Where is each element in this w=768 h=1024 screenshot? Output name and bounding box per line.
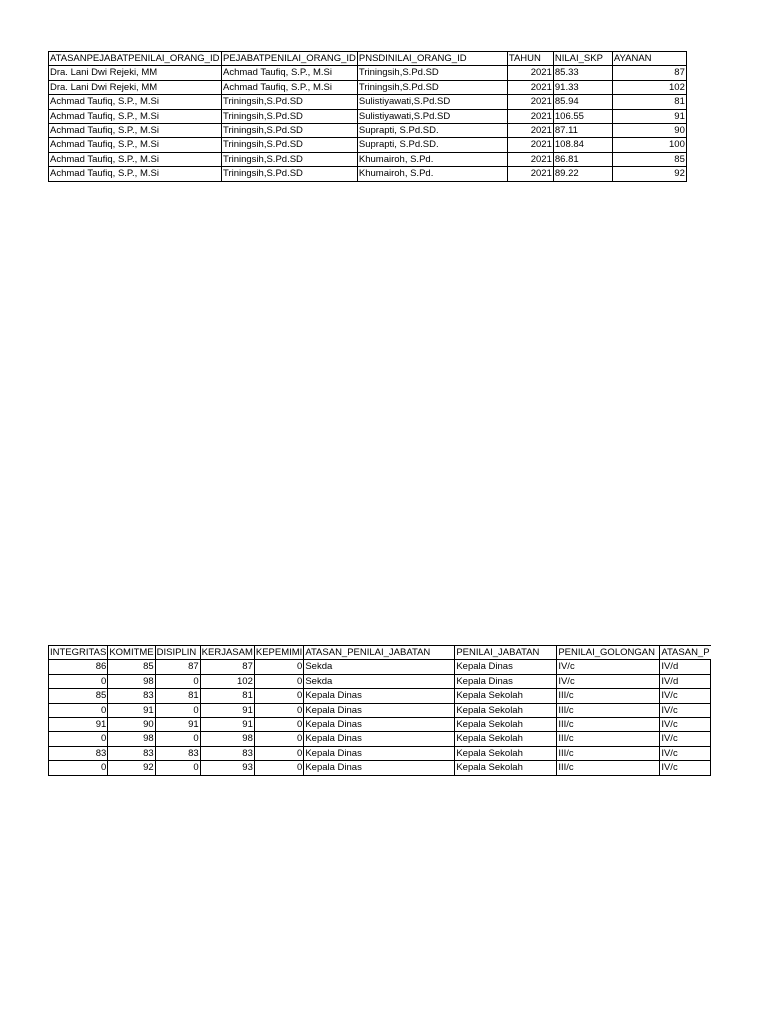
table-cell[interactable]: 98 bbox=[108, 732, 155, 746]
table-cell[interactable]: Kepala Dinas bbox=[304, 746, 455, 760]
column-header[interactable]: ATASANPEJABATPENILAI_ORANG_ID bbox=[49, 52, 222, 66]
table-row bbox=[49, 689, 711, 703]
table-cell[interactable]: 85.94 bbox=[553, 95, 612, 109]
table-cell[interactable]: 0 bbox=[254, 660, 303, 674]
column-header[interactable]: KOMITME bbox=[109, 647, 154, 658]
table-cell[interactable]: 83 bbox=[108, 689, 155, 703]
table-cell[interactable]: 98 bbox=[108, 674, 155, 688]
table-row bbox=[49, 124, 687, 138]
table-row bbox=[49, 66, 687, 80]
table-cell[interactable]: 98 bbox=[200, 732, 254, 746]
table-cell[interactable]: Achmad Taufiq, S.P., M.Si bbox=[49, 109, 222, 123]
table-cell[interactable]: Kepala Dinas bbox=[455, 674, 557, 688]
table-cell[interactable]: IV/d bbox=[660, 674, 711, 688]
table-cell[interactable]: Kepala Sekolah bbox=[455, 732, 557, 746]
column-header[interactable]: PENILAI_JABATAN bbox=[455, 646, 557, 660]
table-cell[interactable]: Kepala Dinas bbox=[304, 703, 455, 717]
table-cell[interactable]: III/c bbox=[557, 732, 660, 746]
table-cell[interactable]: III/c bbox=[557, 746, 660, 760]
table-cell[interactable]: 0 bbox=[254, 674, 303, 688]
table-cell[interactable]: 0 bbox=[49, 703, 108, 717]
table-cell[interactable]: 87 bbox=[200, 660, 254, 674]
table-row bbox=[49, 138, 687, 152]
table-cell[interactable]: 89.22 bbox=[553, 167, 612, 181]
table-cell[interactable]: IV/c bbox=[557, 660, 660, 674]
table-cell[interactable]: 91 bbox=[49, 718, 108, 732]
column-header[interactable]: KERJASAM bbox=[201, 647, 253, 658]
table-cell[interactable]: 91 bbox=[612, 109, 686, 123]
table-cell[interactable]: 0 bbox=[155, 732, 200, 746]
column-header[interactable]: INTEGRITAS bbox=[50, 647, 107, 658]
table-cell[interactable]: 91 bbox=[155, 718, 200, 732]
table-cell[interactable]: 0 bbox=[254, 718, 303, 732]
table-cell[interactable]: 87 bbox=[612, 66, 686, 80]
table-cell[interactable]: 83 bbox=[155, 746, 200, 760]
table-cell[interactable]: Khumairoh, S.Pd. bbox=[357, 152, 507, 166]
table-cell[interactable]: IV/c bbox=[660, 703, 711, 717]
column-header[interactable]: KEPEMIMI bbox=[255, 647, 303, 658]
table-cell[interactable]: 92 bbox=[108, 761, 155, 775]
table-cell[interactable]: 106.55 bbox=[553, 109, 612, 123]
table-cell[interactable]: III/c bbox=[557, 761, 660, 775]
table-cell[interactable]: Suprapti, S.Pd.SD. bbox=[357, 138, 507, 152]
table-row bbox=[49, 167, 687, 181]
table-cell[interactable]: Triningsih,S.Pd.SD bbox=[222, 152, 358, 166]
table-cell[interactable]: 85 bbox=[108, 660, 155, 674]
table-cell[interactable]: Kepala Sekolah bbox=[455, 746, 557, 760]
table-cell[interactable]: Triningsih,S.Pd.SD bbox=[222, 167, 358, 181]
table-cell[interactable]: Khumairoh, S.Pd. bbox=[357, 167, 507, 181]
column-header[interactable]: NILAI_SKP bbox=[553, 52, 612, 66]
table-cell[interactable]: Achmad Taufiq, S.P., M.Si bbox=[222, 80, 358, 94]
table-cell[interactable]: 91 bbox=[200, 718, 254, 732]
table-cell[interactable]: Achmad Taufiq, S.P., M.Si bbox=[49, 95, 222, 109]
table-cell[interactable]: 2021 bbox=[507, 167, 553, 181]
table-cell[interactable]: 2021 bbox=[507, 80, 553, 94]
column-header[interactable]: AYANAN bbox=[612, 52, 686, 66]
table-cell[interactable]: IV/c bbox=[660, 761, 711, 775]
table-cell[interactable]: 0 bbox=[155, 703, 200, 717]
table-cell[interactable]: 91 bbox=[108, 703, 155, 717]
table-cell[interactable]: 81 bbox=[612, 95, 686, 109]
column-header[interactable]: PENILAI_GOLONGAN bbox=[557, 646, 660, 660]
table-cell[interactable]: 86.81 bbox=[553, 152, 612, 166]
sheet-table-top bbox=[48, 51, 687, 182]
table-cell[interactable]: 2021 bbox=[507, 124, 553, 138]
table-cell[interactable]: 87 bbox=[155, 660, 200, 674]
column-header[interactable]: ATASAN_PENILAI_JABATAN bbox=[304, 646, 455, 660]
table-cell[interactable]: III/c bbox=[557, 689, 660, 703]
table-cell[interactable]: 0 bbox=[254, 732, 303, 746]
table-cell[interactable]: IV/c bbox=[557, 674, 660, 688]
table-row bbox=[49, 95, 687, 109]
column-header[interactable]: DISIPLIN bbox=[155, 646, 200, 660]
sheet-table-bottom bbox=[48, 645, 711, 776]
table-cell[interactable]: Triningsih,S.Pd.SD bbox=[357, 80, 507, 94]
table-cell[interactable]: 102 bbox=[200, 674, 254, 688]
table-cell[interactable]: 85 bbox=[612, 152, 686, 166]
table-cell[interactable]: 87.11 bbox=[553, 124, 612, 138]
table-cell[interactable]: 91 bbox=[200, 703, 254, 717]
table-row bbox=[49, 703, 711, 717]
table-cell[interactable]: 90 bbox=[108, 718, 155, 732]
table-cell[interactable]: Kepala Dinas bbox=[304, 761, 455, 775]
table-cell[interactable]: 0 bbox=[49, 674, 108, 688]
table-cell[interactable]: 92 bbox=[612, 167, 686, 181]
table-cell[interactable]: 83 bbox=[108, 746, 155, 760]
table-cell[interactable]: Triningsih,S.Pd.SD bbox=[222, 109, 358, 123]
table-cell[interactable]: 0 bbox=[254, 703, 303, 717]
table-cell[interactable]: III/c bbox=[557, 703, 660, 717]
table-row bbox=[49, 660, 711, 674]
table-cell[interactable]: Sekda bbox=[304, 674, 455, 688]
column-header[interactable]: TAHUN bbox=[507, 52, 553, 66]
table-cell[interactable]: 0 bbox=[155, 761, 200, 775]
table-cell[interactable]: 2021 bbox=[507, 95, 553, 109]
table-cell[interactable]: Sulistiyawati,S.Pd.SD bbox=[357, 109, 507, 123]
table-row bbox=[49, 80, 687, 94]
table-cell[interactable]: 85 bbox=[49, 689, 108, 703]
table-cell[interactable]: 0 bbox=[49, 732, 108, 746]
table-cell[interactable]: IV/c bbox=[660, 732, 711, 746]
table-cell[interactable]: Kepala Sekolah bbox=[455, 761, 557, 775]
table-cell[interactable]: 93 bbox=[200, 761, 254, 775]
table-cell[interactable]: 81 bbox=[200, 689, 254, 703]
table-cell[interactable]: 0 bbox=[254, 746, 303, 760]
table-cell[interactable]: 86 bbox=[49, 660, 108, 674]
table-cell[interactable]: 83 bbox=[49, 746, 108, 760]
table-cell[interactable]: Achmad Taufiq, S.P., M.Si bbox=[222, 66, 358, 80]
table-header-row bbox=[49, 52, 687, 66]
table-cell[interactable]: III/c bbox=[557, 718, 660, 732]
table-cell[interactable]: 0 bbox=[155, 674, 200, 688]
table-cell[interactable]: Kepala Dinas bbox=[304, 689, 455, 703]
table-row bbox=[49, 746, 711, 760]
column-header[interactable]: PEJABATPENILAI_ORANG_ID bbox=[223, 53, 356, 64]
table-cell[interactable]: Achmad Taufiq, S.P., M.Si bbox=[49, 124, 222, 138]
table-cell[interactable]: IV/c bbox=[660, 746, 711, 760]
table-cell[interactable]: IV/d bbox=[660, 660, 711, 674]
table-cell[interactable]: IV/c bbox=[660, 718, 711, 732]
table-cell[interactable]: Suprapti, S.Pd.SD. bbox=[357, 124, 507, 138]
table-cell[interactable]: 2021 bbox=[507, 109, 553, 123]
table-cell[interactable]: 100 bbox=[612, 138, 686, 152]
table-cell[interactable]: IV/c bbox=[660, 689, 711, 703]
table-row bbox=[49, 674, 711, 688]
column-header[interactable]: PNSDINILAI_ORANG_ID bbox=[357, 52, 507, 66]
table-cell[interactable]: Kepala Sekolah bbox=[455, 718, 557, 732]
table-cell[interactable]: Dra. Lani Dwi Rejeki, MM bbox=[49, 66, 222, 80]
table-cell[interactable]: 2021 bbox=[507, 66, 553, 80]
table-row bbox=[49, 109, 687, 123]
table-cell[interactable]: 0 bbox=[254, 761, 303, 775]
table-cell[interactable]: Kepala Dinas bbox=[455, 660, 557, 674]
table-cell[interactable]: Achmad Taufiq, S.P., M.Si bbox=[49, 167, 222, 181]
table-cell[interactable]: Kepala Sekolah bbox=[455, 703, 557, 717]
table-cell[interactable]: 91.33 bbox=[553, 80, 612, 94]
table-cell[interactable]: Kepala Dinas bbox=[304, 732, 455, 746]
table-cell[interactable]: Sulistiyawati,S.Pd.SD bbox=[357, 95, 507, 109]
table-cell[interactable]: Achmad Taufiq, S.P., M.Si bbox=[49, 138, 222, 152]
table-cell[interactable]: Triningsih,S.Pd.SD bbox=[222, 95, 358, 109]
table-cell[interactable]: 85.33 bbox=[553, 66, 612, 80]
table-header-row bbox=[49, 646, 711, 660]
table-row bbox=[49, 761, 711, 775]
table-cell[interactable]: Sekda bbox=[304, 660, 455, 674]
table-cell[interactable]: Kepala Dinas bbox=[304, 718, 455, 732]
table-cell[interactable]: 81 bbox=[155, 689, 200, 703]
table-cell[interactable]: Triningsih,S.Pd.SD bbox=[222, 138, 358, 152]
table-cell[interactable]: 0 bbox=[254, 689, 303, 703]
table-cell[interactable]: Achmad Taufiq, S.P., M.Si bbox=[49, 152, 222, 166]
table-cell[interactable]: Triningsih,S.Pd.SD bbox=[357, 66, 507, 80]
table-cell[interactable]: 90 bbox=[612, 124, 686, 138]
table-row bbox=[49, 152, 687, 166]
table-row bbox=[49, 732, 711, 746]
table-cell[interactable]: 2021 bbox=[507, 138, 553, 152]
column-header[interactable]: ATASAN_P bbox=[661, 647, 710, 658]
table-cell[interactable]: 0 bbox=[49, 761, 108, 775]
table-cell[interactable]: Dra. Lani Dwi Rejeki, MM bbox=[49, 80, 222, 94]
table-cell[interactable]: Kepala Sekolah bbox=[455, 689, 557, 703]
table-cell[interactable]: 102 bbox=[612, 80, 686, 94]
table-cell[interactable]: 2021 bbox=[507, 152, 553, 166]
table-cell[interactable]: 83 bbox=[200, 746, 254, 760]
table-row bbox=[49, 718, 711, 732]
table-cell[interactable]: 108.84 bbox=[553, 138, 612, 152]
table-cell[interactable]: Triningsih,S.Pd.SD bbox=[222, 124, 358, 138]
